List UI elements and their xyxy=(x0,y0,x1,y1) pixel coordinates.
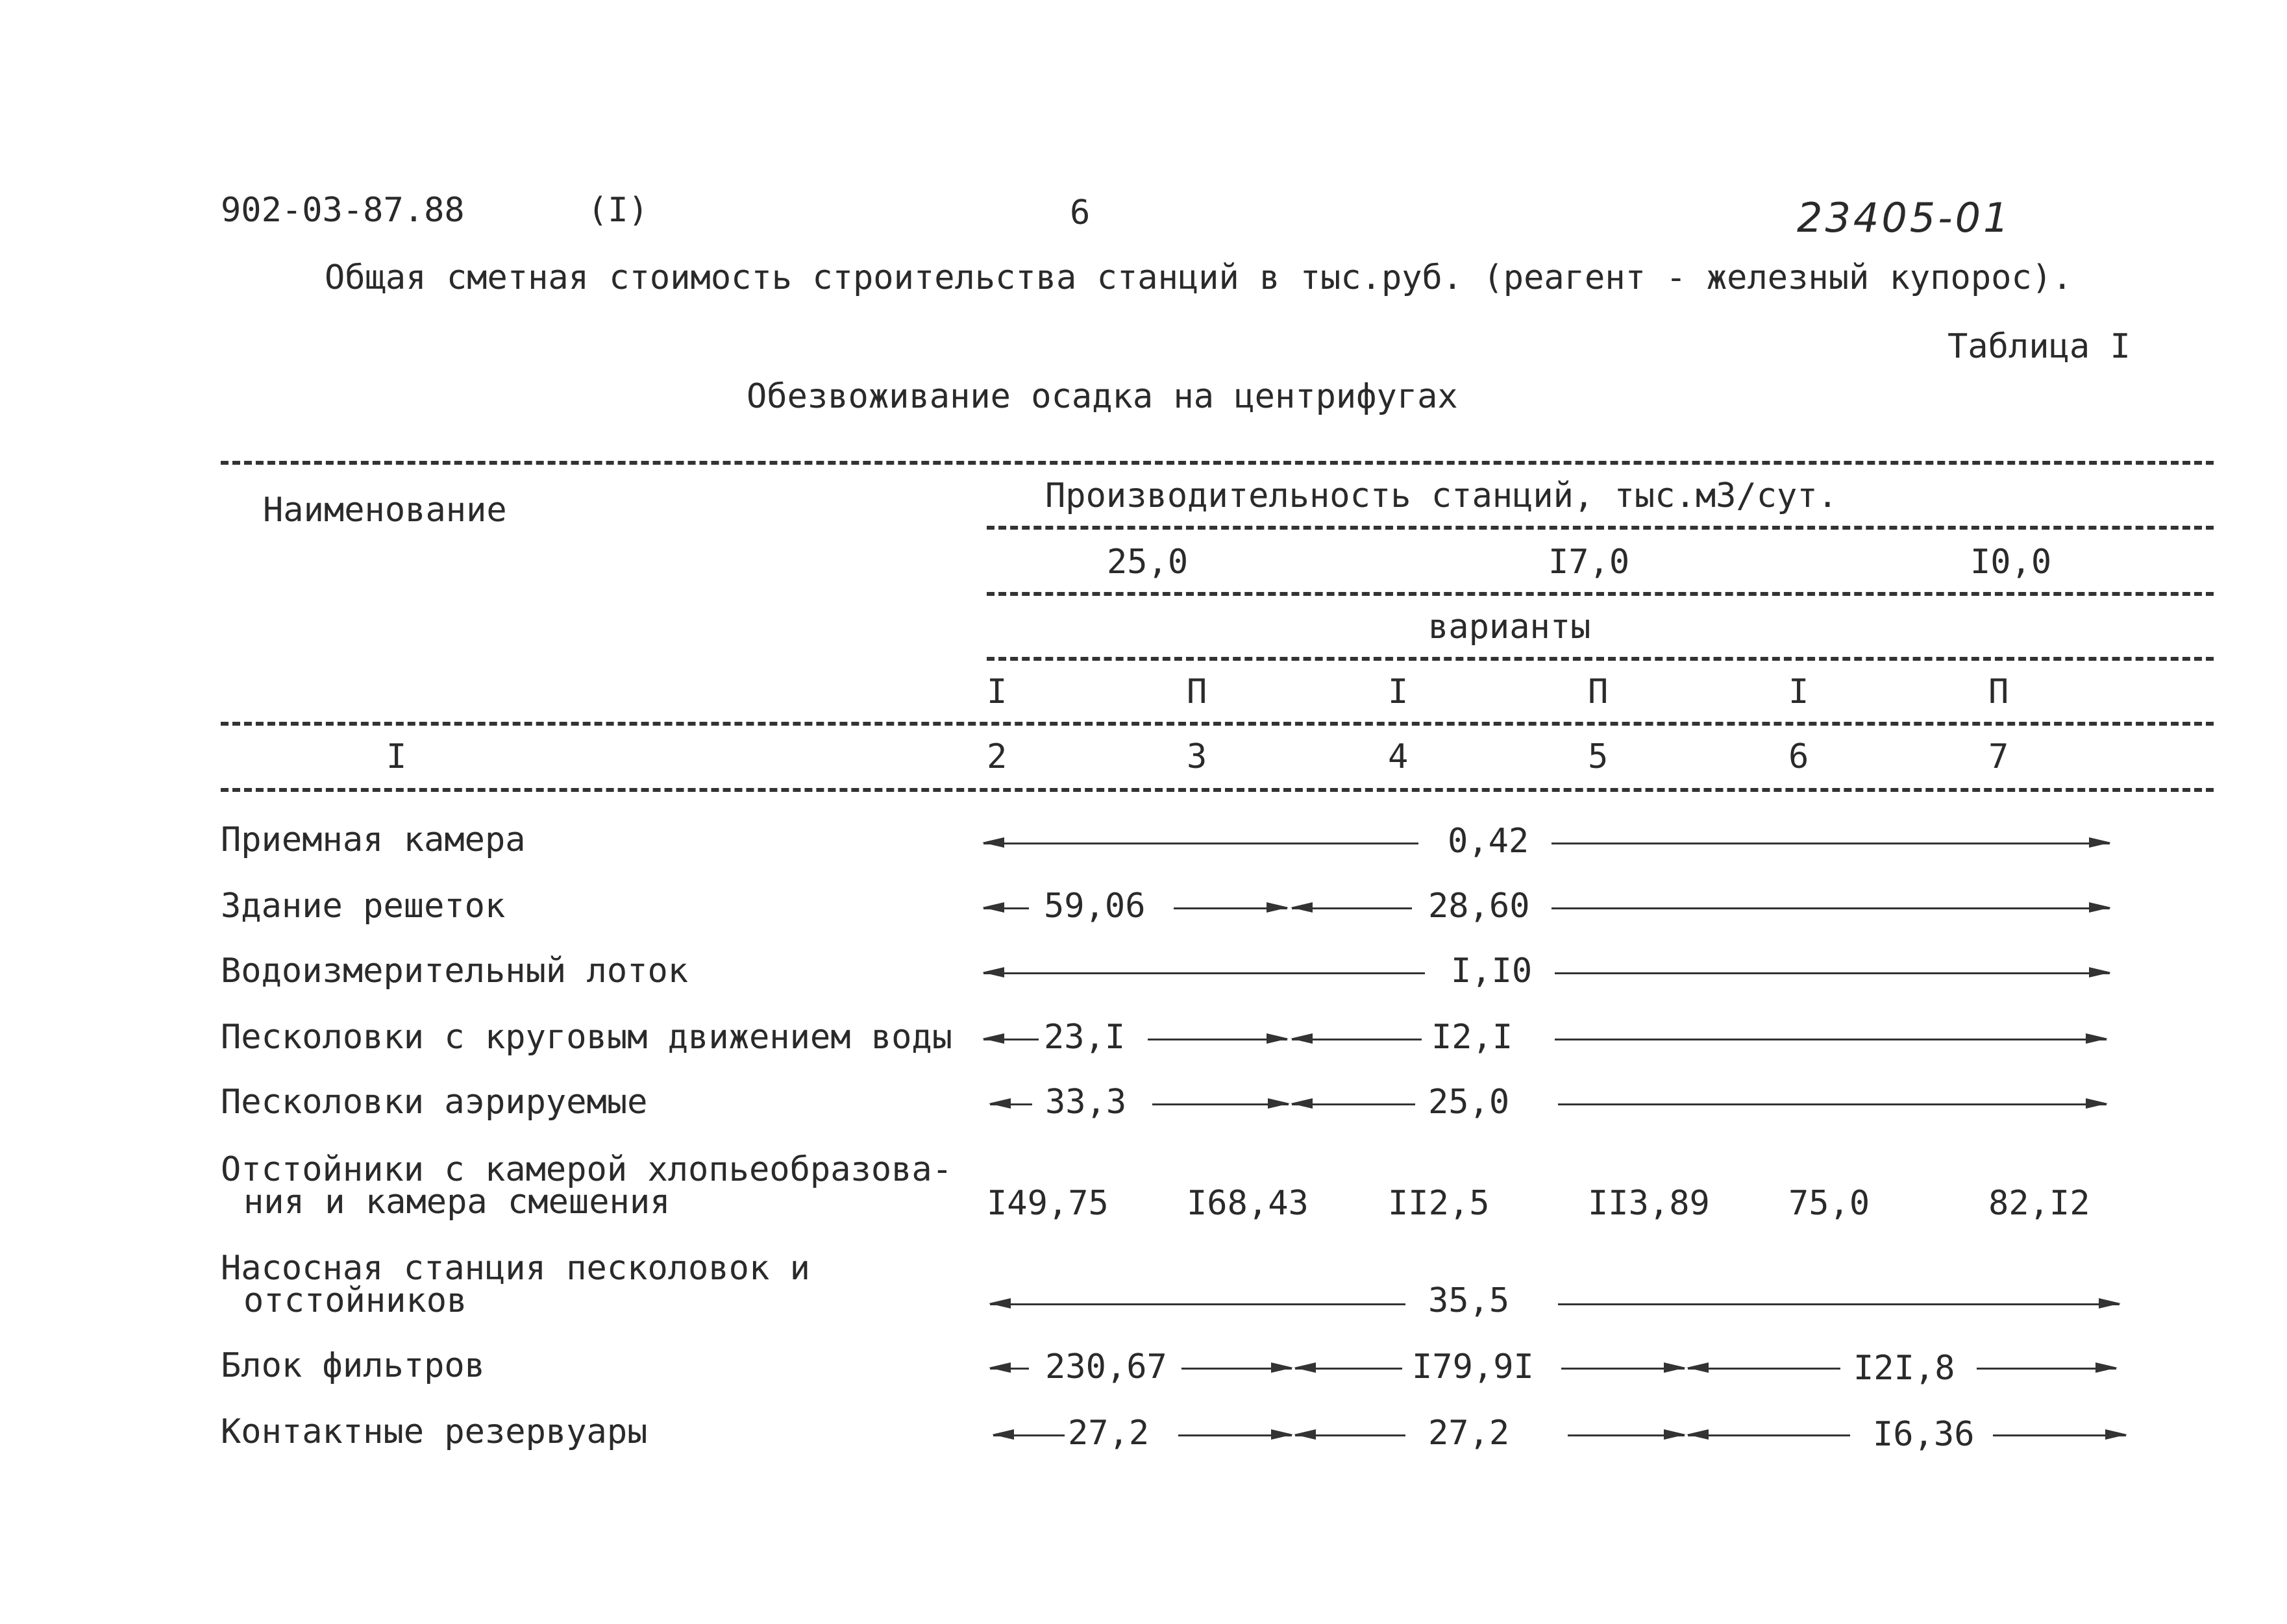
row-name-cont: отстойников xyxy=(243,1281,467,1320)
row-value: I2I,8 xyxy=(1853,1349,1955,1388)
extent-arrow xyxy=(1148,1039,1287,1040)
doc-part: (I) xyxy=(587,191,649,230)
header-name: Наименование xyxy=(263,491,507,530)
extent-arrow xyxy=(983,907,1029,909)
rule-capacity xyxy=(987,526,2214,530)
document-title: Общая сметная стоимость строительства станций в тыс.руб. (реагент - железный купорос). xyxy=(325,258,2073,297)
rule-variants xyxy=(987,657,2214,661)
extent-arrow xyxy=(990,1368,1029,1370)
extent-arrow xyxy=(1292,1039,1422,1040)
extent-arrow xyxy=(1993,1434,2126,1436)
extent-arrow xyxy=(1688,1368,1840,1370)
row-name-cont: ния и камера смешения xyxy=(243,1183,671,1222)
col-number-1: I xyxy=(386,737,407,776)
variant-3: I xyxy=(1388,672,1409,711)
capacity-25: 25,0 xyxy=(1107,543,1189,582)
row-name: Контактные резервуары xyxy=(221,1412,648,1451)
row-value: I49,75 xyxy=(987,1184,1109,1223)
row-value: 27,2 xyxy=(1068,1414,1150,1453)
row-value: 23,I xyxy=(1044,1018,1126,1057)
extent-arrow xyxy=(983,843,1418,844)
extent-arrow xyxy=(1292,907,1412,909)
extent-arrow xyxy=(1174,907,1287,909)
row-name: Песколовки с круговым движением воды xyxy=(221,1018,953,1057)
row-value: I2,I xyxy=(1431,1018,1513,1057)
rule-values xyxy=(987,592,2214,596)
extent-arrow xyxy=(1181,1368,1292,1370)
row-value: 82,I2 xyxy=(1988,1184,2090,1223)
row-value: I68,43 xyxy=(1187,1184,1309,1223)
extent-arrow xyxy=(1555,972,2110,974)
row-value: 230,67 xyxy=(1045,1347,1167,1386)
extent-arrow xyxy=(1295,1368,1402,1370)
row-value: I79,9I xyxy=(1412,1347,1534,1386)
row-name: Здание решеток xyxy=(221,887,506,926)
extent-arrow xyxy=(990,1103,1032,1105)
capacity-17: I7,0 xyxy=(1548,543,1630,582)
row-value: 0,42 xyxy=(1448,822,1529,861)
row-name: Отстойники с камерой хлопьеобразова- xyxy=(221,1150,953,1189)
extent-arrow xyxy=(1292,1103,1415,1105)
col-number-5: 5 xyxy=(1588,737,1609,776)
extent-arrow xyxy=(1555,1039,2107,1040)
variant-6: П xyxy=(1988,672,2009,711)
row-value: 25,0 xyxy=(1428,1083,1510,1122)
page-number: 6 xyxy=(1070,193,1091,232)
row-name: Насосная станция песколовок и xyxy=(221,1249,810,1288)
extent-arrow xyxy=(1152,1103,1289,1105)
rule-top xyxy=(221,461,2214,465)
col-number-2: 2 xyxy=(987,737,1008,776)
extent-arrow xyxy=(1561,1368,1685,1370)
table-label: Таблица I xyxy=(1947,327,2131,366)
header-capacity: Производительность станций, тыс.м3/сут. xyxy=(1045,476,1838,515)
col-number-7: 7 xyxy=(1988,737,2009,776)
row-value: 27,2 xyxy=(1428,1414,1510,1453)
col-number-6: 6 xyxy=(1788,737,1809,776)
col-number-3: 3 xyxy=(1187,737,1207,776)
rule-header-bottom xyxy=(221,722,2214,726)
col-number-4: 4 xyxy=(1388,737,1409,776)
rule-numbers-bottom xyxy=(221,788,2214,792)
extent-arrow xyxy=(983,1039,1039,1040)
variant-5: I xyxy=(1788,672,1809,711)
registration-number: 23405-01 xyxy=(1797,194,2012,241)
extent-arrow xyxy=(1558,1103,2107,1105)
row-value: I6,36 xyxy=(1873,1415,1975,1454)
extent-arrow xyxy=(993,1434,1065,1436)
row-value: 33,3 xyxy=(1045,1083,1127,1122)
doc-code: 902-03-87.88 xyxy=(221,191,465,230)
variant-4: П xyxy=(1588,672,1609,711)
row-value: 28,60 xyxy=(1428,887,1530,926)
row-value: II3,89 xyxy=(1588,1184,1710,1223)
capacity-10: I0,0 xyxy=(1970,543,2052,582)
row-value: 35,5 xyxy=(1428,1281,1510,1320)
extent-arrow xyxy=(983,972,1425,974)
extent-arrow xyxy=(1977,1368,2116,1370)
extent-arrow xyxy=(1551,843,2110,844)
row-name: Приемная камера xyxy=(221,820,526,859)
extent-arrow xyxy=(990,1303,1405,1305)
variant-1: I xyxy=(987,672,1008,711)
row-name: Водоизмерительный лоток xyxy=(221,952,689,990)
row-value: 75,0 xyxy=(1788,1184,1870,1223)
extent-arrow xyxy=(1295,1434,1405,1436)
header-variants: варианты xyxy=(1428,608,1591,646)
extent-arrow xyxy=(1551,907,2110,909)
variant-2: П xyxy=(1187,672,1207,711)
extent-arrow xyxy=(1568,1434,1685,1436)
row-value: II2,5 xyxy=(1388,1184,1490,1223)
table-subtitle: Обезвоживание осадка на центрифугах xyxy=(747,377,1458,416)
row-name: Блок фильтров xyxy=(221,1346,485,1385)
row-name: Песколовки аэрируемые xyxy=(221,1083,648,1122)
row-value: 59,06 xyxy=(1044,887,1146,926)
extent-arrow xyxy=(1688,1434,1850,1436)
extent-arrow xyxy=(1558,1303,2120,1305)
row-value: I,I0 xyxy=(1451,952,1533,990)
extent-arrow xyxy=(1178,1434,1292,1436)
